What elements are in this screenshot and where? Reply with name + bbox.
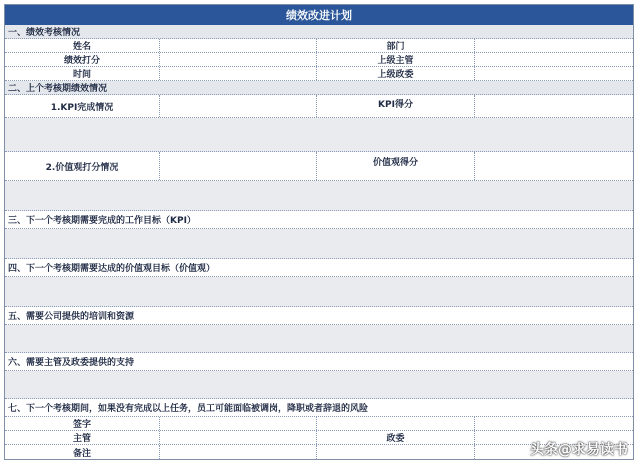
score-value-cell[interactable] — [160, 53, 317, 66]
section6-heading-row — [5, 353, 633, 371]
section6-content-row[interactable] — [5, 371, 633, 399]
section6-heading: 六、需要主管及政委提供的支持 — [8, 358, 135, 368]
kpi-score-value-cell[interactable] — [475, 95, 633, 117]
value-row — [5, 152, 633, 181]
sheet-title: 绩效改进计划 — [286, 8, 352, 22]
remark-label: 备注 — [5, 445, 160, 459]
section4-heading: 四、下一个考核期需要达成的价值观目标（价值观） — [8, 264, 216, 274]
section4-heading-row — [5, 259, 633, 277]
section3-content-row[interactable] — [5, 229, 633, 259]
supervisor-value-cell[interactable] — [160, 431, 317, 444]
value-score-value-cell[interactable] — [475, 152, 633, 180]
remark-value-cell[interactable] — [160, 445, 317, 459]
remark-extra-cell[interactable] — [317, 445, 475, 459]
watermark: 头条@求易读书 — [530, 442, 628, 458]
dept-value-cell[interactable] — [475, 39, 633, 52]
superior-value-cell[interactable] — [475, 53, 633, 66]
value-label: 2.价值观打分情况 — [5, 152, 160, 180]
value-detail-row[interactable] — [5, 181, 633, 211]
dept-label: 部门 — [317, 39, 475, 52]
supervisor-label: 主管 — [5, 431, 160, 444]
sign-extra-cell[interactable] — [317, 417, 475, 430]
kpi-row — [5, 95, 633, 118]
section3-heading-row — [5, 211, 633, 229]
section7-heading-row — [5, 399, 633, 417]
time-row — [5, 67, 633, 81]
improvement-plan-sheet — [4, 4, 634, 460]
sign-value-cell[interactable] — [160, 417, 317, 430]
section5-content-row[interactable] — [5, 325, 633, 353]
section3-heading: 三、下一个考核期需要完成的工作目标（KPI） — [8, 216, 196, 226]
name-value-cell[interactable] — [160, 39, 317, 52]
sheet-title-row — [5, 5, 633, 25]
name-label: 姓名 — [5, 39, 160, 52]
kpi-value-cell[interactable] — [160, 95, 317, 117]
section1-heading: 一、绩效考核情况 — [8, 28, 81, 38]
kpi-score-label: KPI得分 — [317, 95, 475, 117]
name-row — [5, 39, 633, 53]
section2-heading-row — [5, 81, 633, 95]
sign-label: 签字 — [5, 417, 160, 430]
value-score-label: 价值观得分 — [317, 152, 475, 180]
score-row — [5, 53, 633, 67]
commissar-value-cell[interactable] — [475, 67, 633, 80]
section5-heading: 五、需要公司提供的培训和资源 — [8, 312, 135, 322]
section7-heading: 七、下一个考核期间，如果没有完成以上任务，员工可能面临被调岗，降职或者辞退的风险 — [8, 404, 369, 414]
section5-heading-row — [5, 307, 633, 325]
time-value-cell[interactable] — [160, 67, 317, 80]
section2-heading: 二、上个考核期绩效情况 — [8, 84, 108, 94]
kpi-label: 1.KPI完成情况 — [5, 95, 160, 117]
time-label: 时间 — [5, 67, 160, 80]
superior-label: 上级主管 — [317, 53, 475, 66]
value-value-cell[interactable] — [160, 152, 317, 180]
kpi-detail-row[interactable] — [5, 118, 633, 152]
commissar-label: 上级政委 — [317, 67, 475, 80]
section1-heading-row — [5, 25, 633, 39]
sign-extra-value-cell[interactable] — [475, 417, 633, 430]
sign-row — [5, 417, 633, 431]
section4-content-row[interactable] — [5, 277, 633, 307]
commissar-sign-label: 政委 — [317, 431, 475, 444]
score-label: 绩效打分 — [5, 53, 160, 66]
